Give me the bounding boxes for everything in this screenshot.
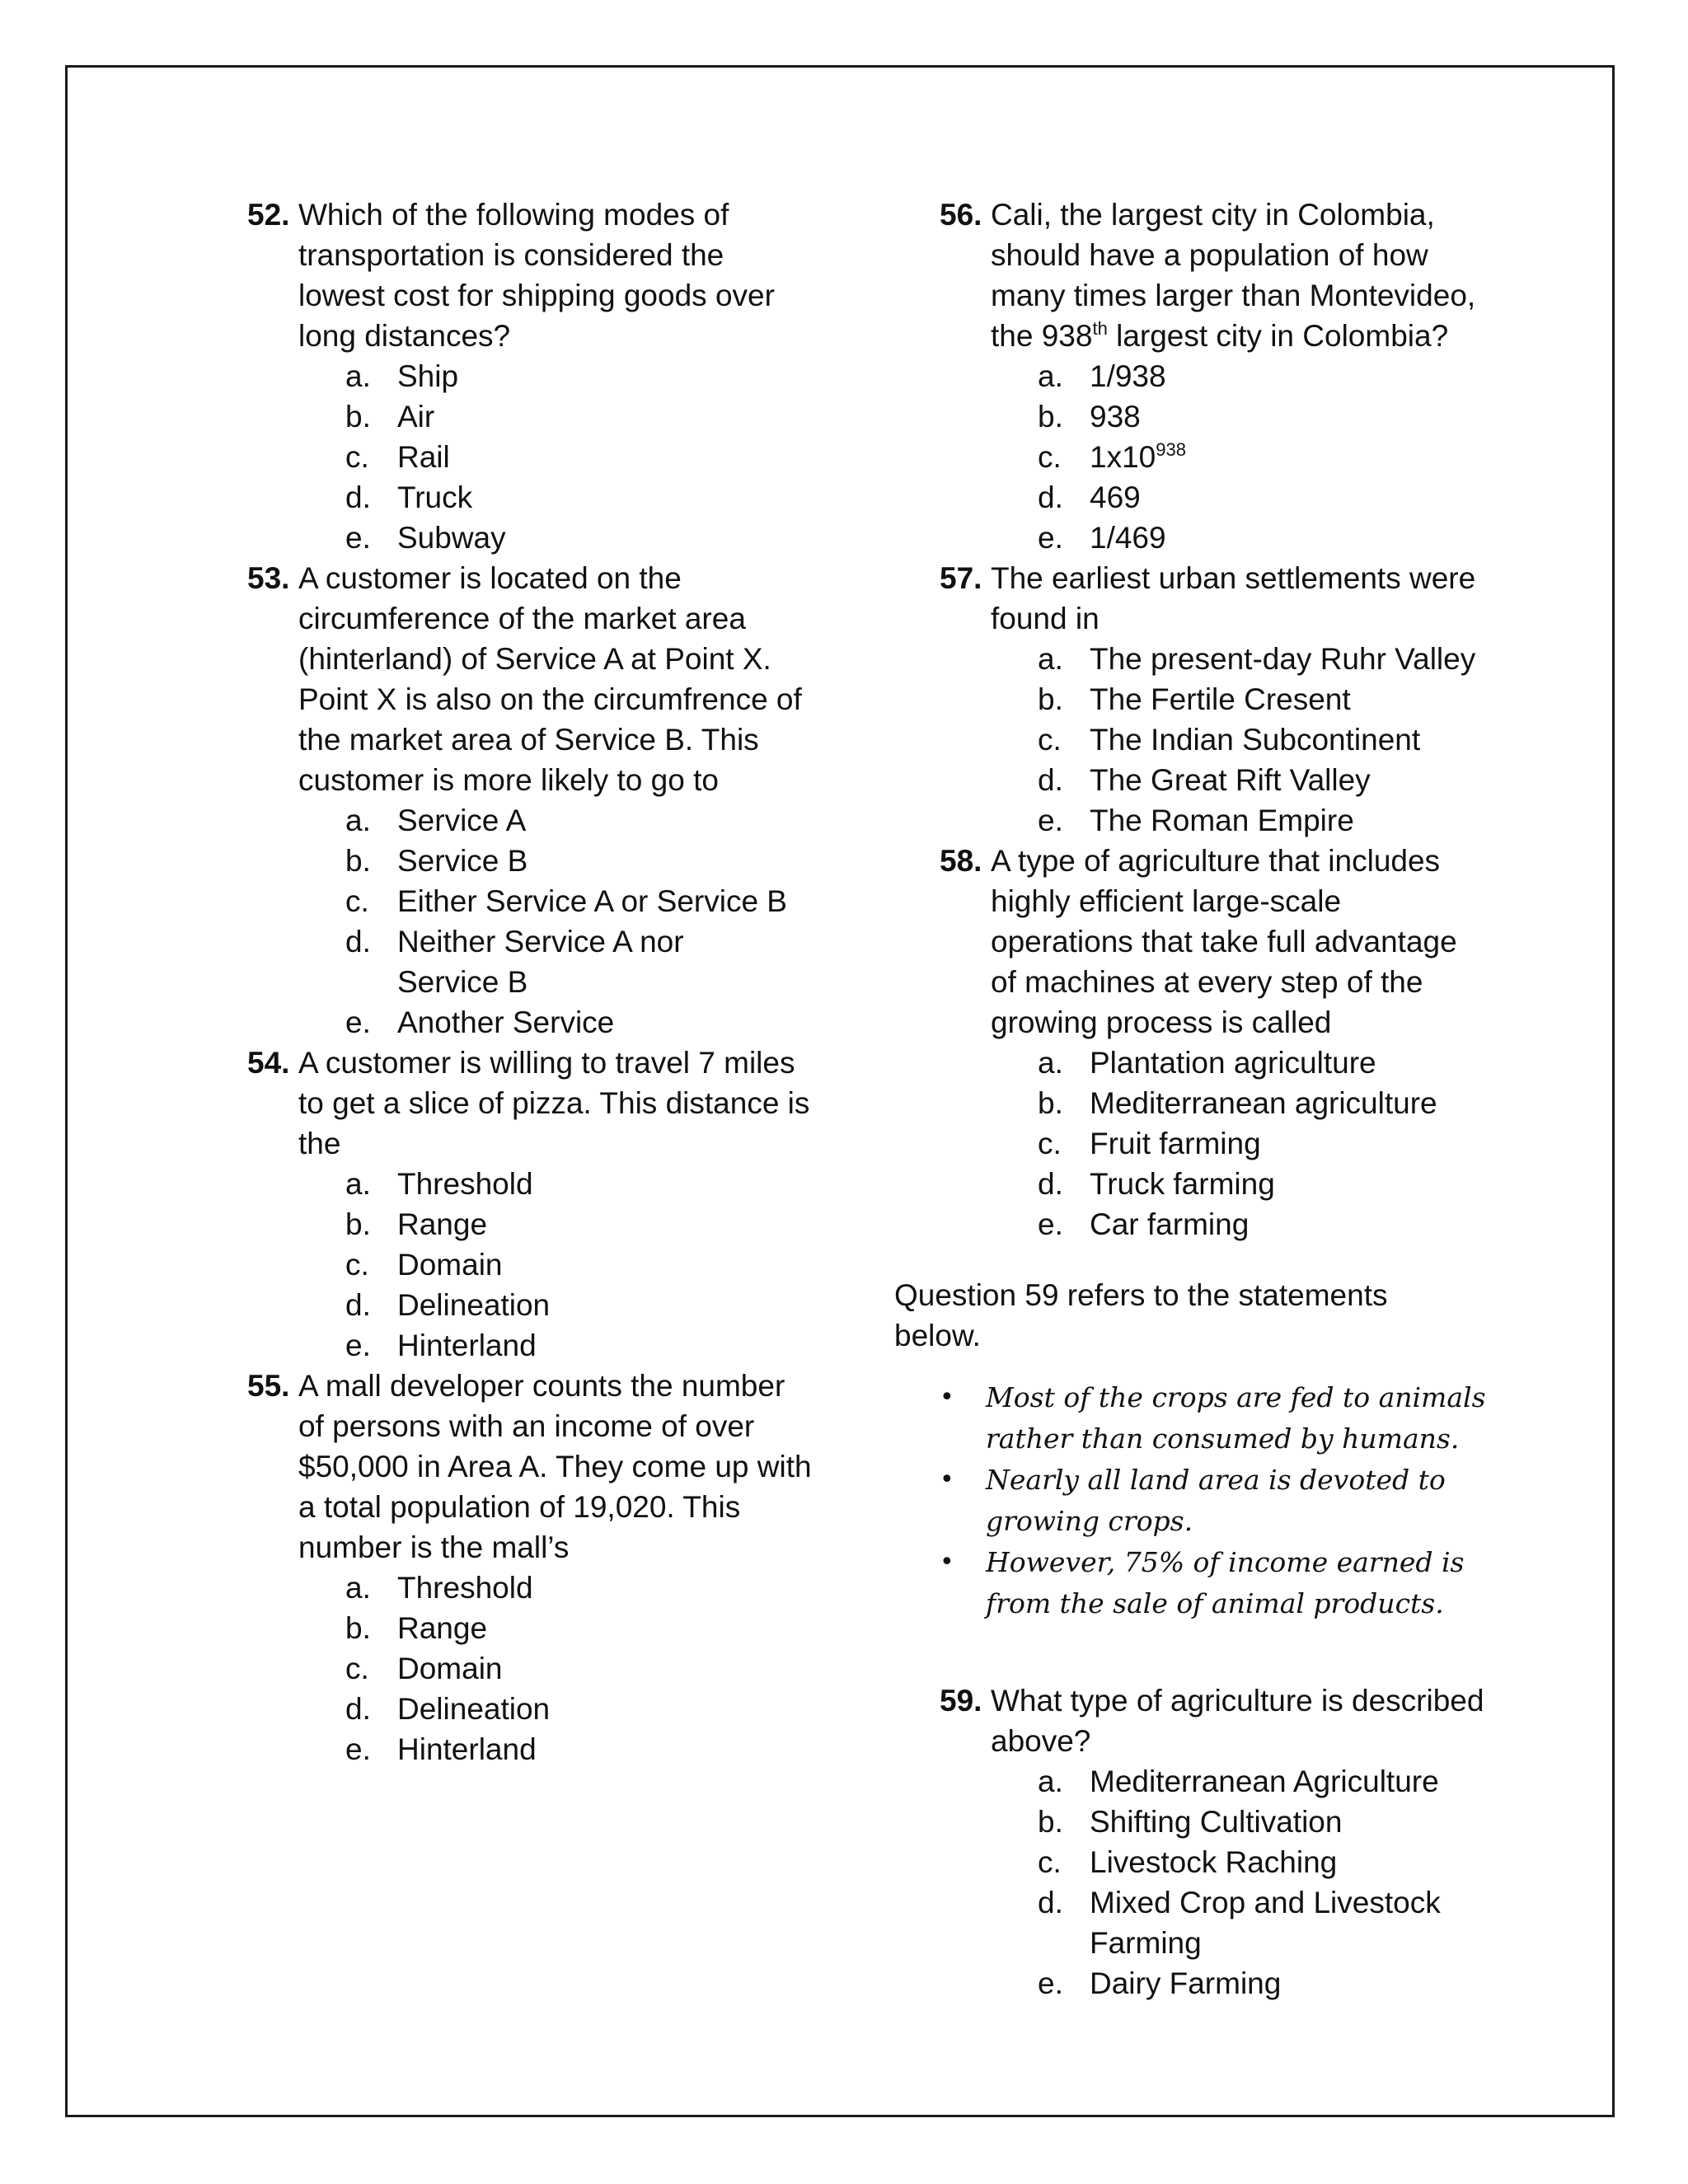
question-text-part: largest city in Colombia? (1107, 319, 1449, 353)
option-letter: e. (345, 521, 371, 555)
option-text: Another Service (397, 1005, 615, 1039)
option-text: Threshold (397, 1167, 533, 1201)
option-letter: e. (1038, 1207, 1063, 1241)
option-letter: e. (1038, 1966, 1063, 2000)
exponent: 938 (1156, 439, 1186, 460)
option-e (1038, 518, 1500, 558)
option-text: Hinterland (397, 1732, 537, 1766)
option-c (1038, 1842, 1500, 1882)
option-a (345, 1164, 816, 1204)
question-59 (940, 1680, 1500, 2004)
spacer (940, 1624, 1500, 1680)
question-text: What type of agriculture is described above? (991, 1684, 1484, 1758)
option-letter: b. (345, 1611, 371, 1645)
option-text: 1/938 (1090, 359, 1166, 393)
options-list (298, 1164, 816, 1366)
option-text: 1x10 (1090, 440, 1156, 474)
option-letter: d. (345, 925, 371, 958)
option-text: Neither Service A nor Service B (397, 925, 684, 999)
option-letter: b. (1038, 400, 1063, 434)
option-letter: a. (1038, 359, 1063, 393)
question-54 (247, 1043, 816, 1366)
option-text: Ship (397, 359, 459, 393)
option-c (345, 881, 816, 921)
option-b (345, 841, 816, 881)
question-55 (247, 1366, 816, 1769)
option-text: Livestock Raching (1090, 1845, 1338, 1879)
option-b (1038, 396, 1500, 437)
option-b (345, 396, 816, 437)
option-c (1038, 437, 1500, 477)
option-text: Truck farming (1090, 1167, 1275, 1201)
option-c (1038, 719, 1500, 760)
option-c (345, 1648, 816, 1689)
option-text: The Indian Subcontinent (1090, 723, 1421, 757)
option-text: Service B (397, 844, 528, 878)
question-text: Which of the following modes of transportation is considered the lowest cost for shipping goods over long distances? (298, 198, 775, 353)
option-text: Either Service A or Service B (397, 884, 787, 918)
question-53 (247, 558, 816, 1043)
options-list (298, 1568, 816, 1769)
option-letter: e. (345, 1732, 371, 1766)
option-text: Mediterranean Agriculture (1090, 1765, 1439, 1798)
bullet-icon: • (940, 1548, 954, 1577)
question-text: A type of agriculture that includes highly efficient large-scale operations that take full advantage of machines at every step of the growing process is called (991, 844, 1457, 1039)
option-letter: b. (345, 844, 371, 878)
question-text: A mall developer counts the number of persons with an income of over $50,000 in Area A. They come up with a total population of 19,020. This number is the mall’s (298, 1369, 812, 1564)
option-text: 469 (1090, 480, 1141, 514)
options-list (991, 1761, 1500, 2004)
option-letter: a. (345, 359, 371, 393)
option-text: Domain (397, 1652, 503, 1685)
option-letter: c. (345, 440, 369, 474)
option-letter: b. (345, 400, 371, 434)
option-text: Mixed Crop and Livestock Farming (1090, 1886, 1441, 1960)
option-letter: d. (1038, 480, 1063, 514)
option-text: Delineation (397, 1692, 551, 1726)
option-a (345, 800, 816, 841)
option-text: The Great Rift Valley (1090, 763, 1371, 797)
statement-text: Most of the crops are fed to animals rather than consumed by humans. (986, 1381, 1486, 1455)
option-letter: a. (345, 804, 371, 837)
question-text-part: Cali, the largest city in Colombia, should have a population of how many times larger than Montevideo, the 938 (991, 198, 1476, 353)
option-letter: a. (1038, 1765, 1063, 1798)
option-letter: c. (1038, 1127, 1062, 1160)
option-e (345, 1325, 816, 1366)
option-d (345, 921, 816, 1002)
ordinal-suffix: th (1092, 318, 1108, 339)
option-text: Mediterranean agriculture (1090, 1086, 1437, 1120)
question-text: The earliest urban settlements were found in (991, 561, 1476, 635)
option-text: Range (397, 1207, 488, 1241)
options-list (298, 800, 816, 1043)
question-57 (940, 558, 1500, 841)
option-d (1038, 760, 1500, 800)
option-letter: d. (1038, 1886, 1063, 1919)
option-letter: a. (345, 1571, 371, 1605)
question-number: 57. (940, 561, 982, 595)
option-letter: e. (1038, 521, 1063, 555)
question-number: 56. (940, 198, 982, 232)
option-letter: a. (1038, 642, 1063, 676)
option-letter: c. (1038, 1845, 1062, 1879)
bullet-icon: • (940, 1465, 954, 1494)
question-52 (247, 194, 816, 558)
question-text: A customer is located on the circumference of the market area (hinterland) of Service A at Point X. Point X is also on the circumfrence of the market area of Service B. This customer is more likely to go to (298, 561, 802, 797)
option-a (345, 1568, 816, 1608)
question-number: 55. (247, 1369, 290, 1403)
option-letter: e. (345, 1005, 371, 1039)
option-text: 938 (1090, 400, 1141, 434)
statement-item (940, 1542, 1500, 1624)
question-number: 58. (940, 844, 982, 878)
option-text: Subway (397, 521, 506, 555)
statement-text: Nearly all land area is devoted to growing crops. (986, 1464, 1446, 1537)
option-text: The Roman Empire (1090, 804, 1354, 837)
option-text: Rail (397, 440, 450, 474)
option-b (345, 1608, 816, 1648)
option-a (1038, 1761, 1500, 1802)
option-text: Shifting Cultivation (1090, 1805, 1343, 1839)
question-number: 52. (247, 198, 290, 232)
option-letter: c. (345, 884, 369, 918)
option-d (1038, 477, 1500, 518)
question-number: 53. (247, 561, 290, 595)
option-letter: e. (345, 1329, 371, 1362)
option-e (1038, 1204, 1467, 1244)
option-d (1038, 1882, 1500, 1963)
option-e (1038, 1963, 1500, 2004)
statement-item (940, 1377, 1500, 1460)
option-letter: d. (1038, 763, 1063, 797)
option-letter: c. (1038, 440, 1062, 474)
option-e (345, 1002, 816, 1043)
option-a (1038, 1043, 1467, 1083)
question-56 (940, 194, 1500, 558)
option-b (1038, 1083, 1467, 1123)
question-text: A customer is willing to travel 7 miles to get a slice of pizza. This distance is the (298, 1046, 810, 1160)
option-text: Service A (397, 804, 527, 837)
bullet-icon: • (940, 1383, 954, 1412)
option-c (345, 437, 816, 477)
option-a (1038, 356, 1500, 396)
options-list (991, 639, 1500, 841)
option-letter: b. (1038, 1805, 1063, 1839)
option-letter: d. (345, 1692, 371, 1726)
statement-list (940, 1377, 1500, 1624)
option-c (345, 1244, 816, 1285)
option-text: The present-day Ruhr Valley (1090, 642, 1476, 676)
option-a (1038, 639, 1500, 679)
option-text: Fruit farming (1090, 1127, 1261, 1160)
option-b (345, 1204, 816, 1244)
option-text: The Fertile Cresent (1090, 682, 1351, 716)
option-b (1038, 679, 1500, 719)
option-d (345, 1689, 816, 1729)
option-letter: e. (1038, 804, 1063, 837)
question-text (991, 194, 1500, 356)
question-58 (940, 841, 1500, 1244)
option-letter: c. (345, 1248, 369, 1282)
option-e (345, 1729, 816, 1769)
option-text: Dairy Farming (1090, 1966, 1282, 2000)
option-text: Delineation (397, 1288, 551, 1322)
question-number: 54. (247, 1046, 290, 1080)
option-text: Car farming (1090, 1207, 1250, 1241)
option-letter: c. (345, 1652, 369, 1685)
option-text: Threshold (397, 1571, 533, 1605)
option-d (1038, 1164, 1467, 1204)
option-b (1038, 1802, 1500, 1842)
option-e (345, 518, 816, 558)
option-letter: d. (1038, 1167, 1063, 1201)
option-d (345, 1285, 816, 1325)
statement-text: However, 75% of income earned is from the sale of animal products. (986, 1546, 1465, 1619)
option-d (345, 477, 816, 518)
option-e (1038, 800, 1500, 841)
option-letter: b. (1038, 682, 1063, 716)
option-text: Hinterland (397, 1329, 537, 1362)
option-c (1038, 1123, 1467, 1164)
right-column (894, 194, 1500, 2004)
option-text: Air (397, 400, 435, 434)
left-column (247, 194, 816, 1769)
question-59-intro: Question 59 refers to the statements below. (894, 1278, 1388, 1352)
option-text: Plantation agriculture (1090, 1046, 1376, 1080)
option-letter: b. (345, 1207, 371, 1241)
option-text: Domain (397, 1248, 503, 1282)
option-letter: d. (345, 1288, 371, 1322)
question-number: 59. (940, 1684, 982, 1718)
option-letter: b. (1038, 1086, 1063, 1120)
options-list (991, 1043, 1467, 1244)
options-list (298, 356, 816, 558)
option-letter: a. (1038, 1046, 1063, 1080)
option-text: Truck (397, 480, 473, 514)
option-letter: d. (345, 480, 371, 514)
option-text: Range (397, 1611, 488, 1645)
statement-item (940, 1460, 1500, 1542)
option-a (345, 356, 816, 396)
option-letter: a. (345, 1167, 371, 1201)
option-text: 1/469 (1090, 521, 1166, 555)
option-letter: c. (1038, 723, 1062, 757)
options-list (991, 356, 1500, 558)
